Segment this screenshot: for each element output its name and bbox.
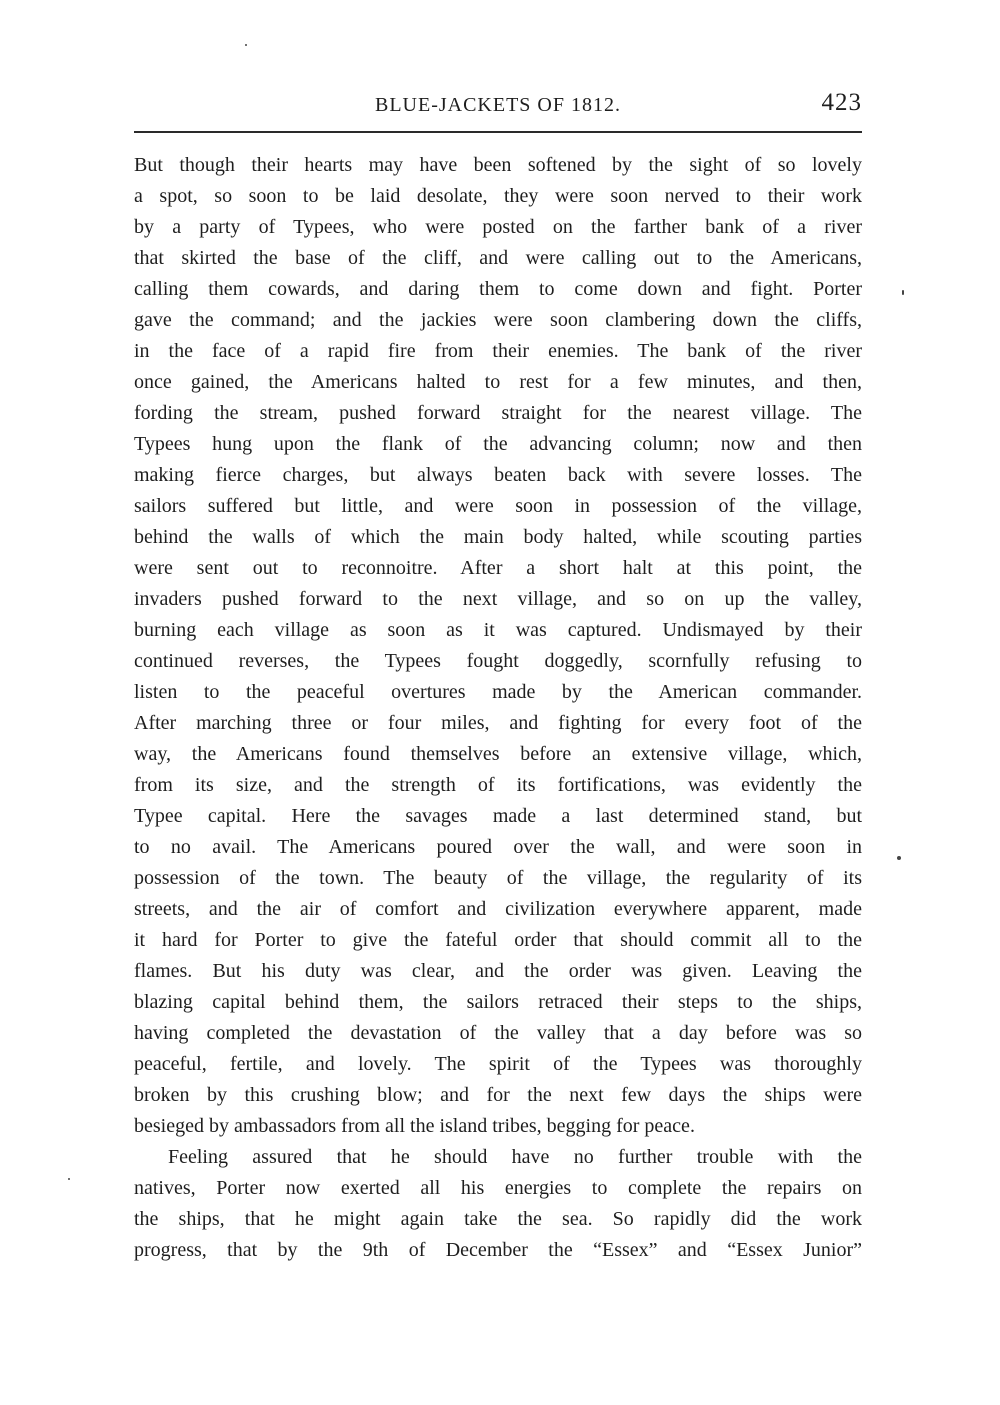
- body-text: [134, 150, 862, 1266]
- text-line: flames. But his duty was clear, and the order was given. Leaving the: [134, 960, 862, 982]
- text-line: by a party of Typees, who were posted on the farther bank of a river: [134, 216, 862, 238]
- paragraph-1: [134, 150, 862, 1142]
- text-line: that skirted the base of the cliff, and were calling out to the Americans,: [134, 247, 862, 269]
- paragraph-2: [134, 1142, 862, 1266]
- text-line: the ships, that he might again take the sea. So rapidly did the work: [134, 1208, 862, 1230]
- text-line: After marching three or four miles, and fighting for every foot of the: [134, 712, 862, 734]
- text-line: besieged by ambassadors from all the island tribes, begging for peace.: [134, 1115, 695, 1137]
- text-line: to no avail. The Americans poured over the wall, and were soon in: [134, 836, 862, 858]
- header-rule: [134, 131, 862, 133]
- text-line: having completed the devastation of the valley that a day before was so: [134, 1022, 862, 1044]
- text-line: Typees hung upon the flank of the advancing column; now and then: [134, 433, 862, 455]
- print-speck: [902, 290, 904, 295]
- text-line: in the face of a rapid fire from their enemies. The bank of the river: [134, 340, 862, 362]
- text-line: Typee capital. Here the savages made a last determined stand, but: [134, 805, 862, 827]
- text-line: once gained, the Americans halted to rest for a few minutes, and then,: [134, 371, 862, 393]
- text-line: making fierce charges, but always beaten back with severe losses. The: [134, 464, 862, 486]
- page-number: 423: [821, 89, 862, 116]
- text-line: a spot, so soon to be laid desolate, they were soon nerved to their work: [134, 185, 862, 207]
- text-line: sailors suffered but little, and were soon in possession of the village,: [134, 495, 862, 517]
- text-line: gave the command; and the jackies were soon clambering down the cliffs,: [134, 309, 862, 331]
- text-line: blazing capital behind them, the sailors retraced their steps to the ships,: [134, 991, 862, 1013]
- text-line: from its size, and the strength of its fortifications, was evidently the: [134, 774, 862, 796]
- text-line: broken by this crushing blow; and for the next few days the ships were: [134, 1084, 862, 1106]
- text-line: burning each village as soon as it was captured. Undismayed by their: [134, 619, 862, 641]
- print-speck: [897, 856, 901, 860]
- text-line: listen to the peaceful overtures made by the American commander.: [134, 681, 862, 703]
- text-line: invaders pushed forward to the next village, and so on up the valley,: [134, 588, 862, 610]
- text-line: behind the walls of which the main body halted, while scouting parties: [134, 526, 862, 548]
- text-line: progress, that by the 9th of December the “Essex” and “Essex Junior”: [134, 1239, 862, 1261]
- text-line: Feeling assured that he should have no further trouble with the: [168, 1146, 862, 1168]
- text-line: streets, and the air of comfort and civilization everywhere apparent, made: [134, 898, 862, 920]
- text-line: But though their hearts may have been softened by the sight of so lovely: [134, 154, 862, 176]
- text-line: peaceful, fertile, and lovely. The spirit of the Typees was thoroughly: [134, 1053, 862, 1075]
- text-line: calling them cowards, and daring them to come down and fight. Porter: [134, 278, 862, 300]
- text-line: possession of the town. The beauty of the village, the regularity of its: [134, 867, 862, 889]
- running-head: [134, 90, 862, 120]
- text-line: fording the stream, pushed forward straight for the nearest village. The: [134, 402, 862, 424]
- text-line: natives, Porter now exerted all his energies to complete the repairs on: [134, 1177, 862, 1199]
- text-line: way, the Americans found themselves before an extensive village, which,: [134, 743, 862, 765]
- print-speck: [68, 1178, 70, 1180]
- running-title: BLUE-JACKETS OF 1812.: [374, 94, 621, 116]
- text-line: it hard for Porter to give the fateful order that should commit all to the: [134, 929, 862, 951]
- print-speck: [245, 44, 247, 46]
- text-line: continued reverses, the Typees fought doggedly, scornfully refusing to: [134, 650, 862, 672]
- text-line: were sent out to reconnoitre. After a short halt at this point, the: [134, 557, 862, 579]
